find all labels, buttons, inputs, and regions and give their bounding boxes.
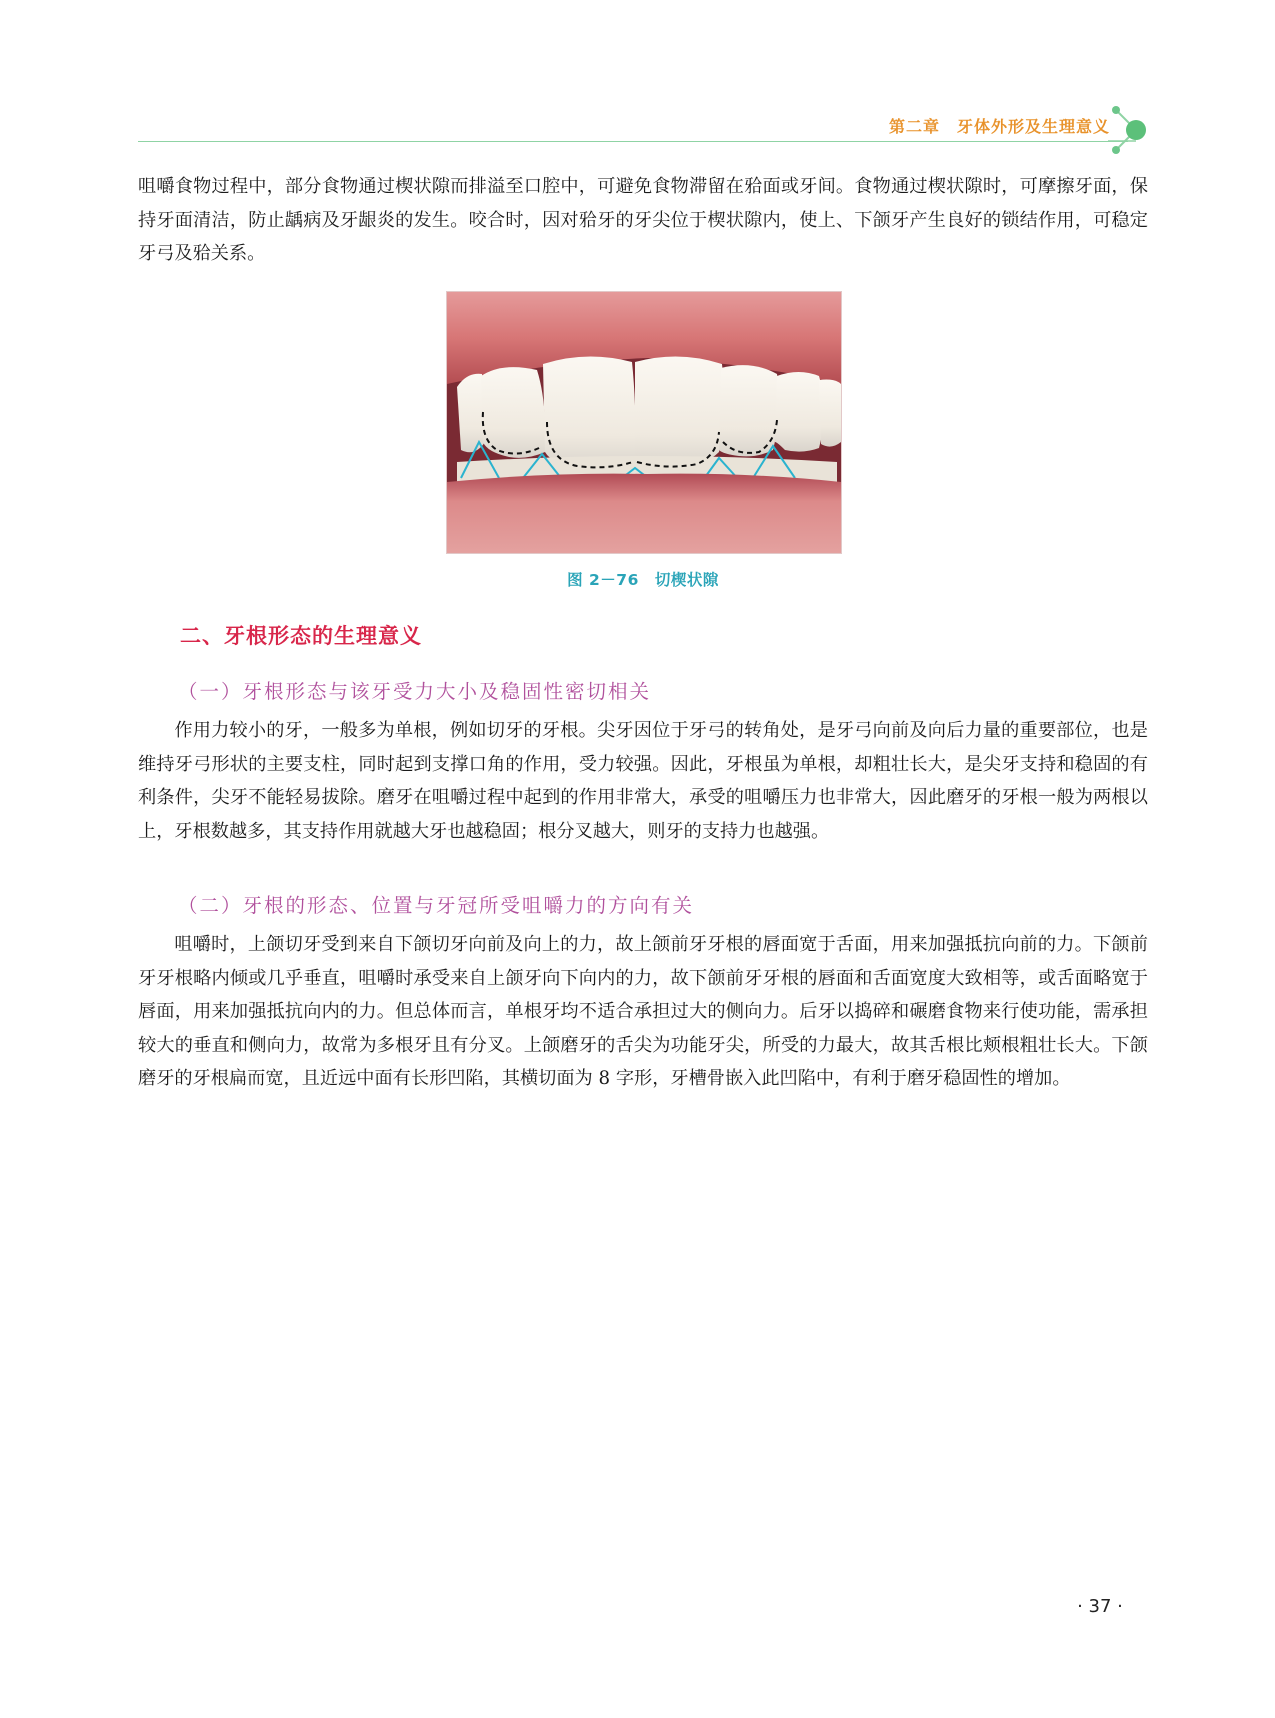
figure-caption: 图 2－76 切楔状隙 [567,571,719,589]
header-divider [138,141,1128,142]
subsection-heading-2: （二）牙根的形态、位置与牙冠所受咀嚼力的方向有关 [178,894,695,917]
page-number: · 37 · [1077,1596,1123,1617]
subsection-heading-1: （一）牙根形态与该牙受力大小及稳固性密切相关 [178,680,652,703]
figure-teeth-photo [446,291,842,554]
subsection-body-2: 咀嚼时，上颌切牙受到来自下颌切牙向前及向上的力，故上颌前牙牙根的唇面宽于舌面，用来加强抵抗向前的力。下颌前牙牙根略内倾或几乎垂直，咀嚼时承受来自上颌牙向下向内的力，故下颌前牙牙根的唇面和舌面宽度大致相等，或舌面略宽于唇面，用来加强抵抗向内的力。但总体而言，单根牙均不适合承担过大的侧向力。后牙以捣碎和碾磨食物来行使功能，需承担较大的垂直和侧向力，故常为多根牙且有分叉。上颌磨牙的舌尖为功能牙尖，所受的力最大，故其舌根比颊根粗壮长大。下颌磨牙的牙根扁而宽，且近远中面有长形凹陷，其横切面为 8 字形，牙槽骨嵌入此凹陷中，有利于磨牙稳固性的增加。 [138,934,1148,1089]
incisal-embrasure-illustration [447,292,841,553]
subsection-body-1: 作用力较小的牙，一般多为单根，例如切牙的牙根。尖牙因位于牙弓的转角处，是牙弓向前及向后力量的重要部位，也是维持牙弓形状的主要支柱，同时起到支撑口角的作用，受力较强。因此，牙根虽为单根，却粗壮长大，是尖牙支持和稳固的有利条件，尖牙不能轻易拔除。磨牙在咀嚼过程中起到的作用非常大，承受的咀嚼压力也非常大，因此磨牙的牙根一般为两根以上，牙根数越多，其支持作用就越大牙也越稳固；根分叉越大，则牙的支持力也越强。 [138,720,1148,842]
section-heading: 二、牙根形态的生理意义 [180,624,422,648]
intro-paragraph: 咀嚼食物过程中，部分食物通过楔状隙而排溢至口腔中，可避免食物滞留在𬌗面或牙间。食物通过楔状隙时，可摩擦牙面，保持牙面清洁，防止龋病及牙龈炎的发生。咬合时，因对𬌗牙的牙尖位于楔状隙内，使上、下颌牙产生良好的锁结作用，可稳定牙弓及𬌗关系。 [138,176,1148,264]
molecule-ornament-icon [1108,104,1148,156]
chapter-header: 第二章 牙体外形及生理意义 [888,117,1110,136]
